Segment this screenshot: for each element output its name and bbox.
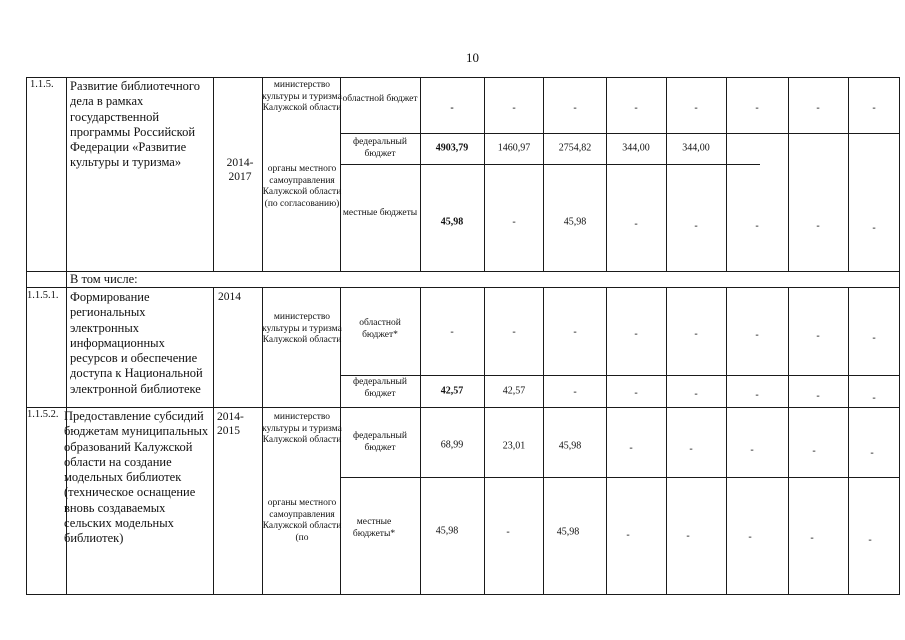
row-title: Предоставление субсидий бюджетам муниципальных образований Калужской области на создание модельных библиотек (техническое оснащение вновь создаваемых сельских модельных библиотек) xyxy=(64,409,209,545)
budget-cell: - xyxy=(573,386,577,398)
budget-cell: 23,01 xyxy=(502,440,526,452)
including-label: В том числе: xyxy=(70,272,138,286)
budget-cell: - xyxy=(872,392,876,404)
row-executor: министерство культуры и туризма Калужской области xyxy=(262,412,342,446)
budget-cell: - xyxy=(634,328,638,340)
budget-cell: - xyxy=(506,526,510,538)
budget-cell: - xyxy=(634,102,638,114)
budget-cell: - xyxy=(694,328,698,340)
budget-cell: - xyxy=(872,222,876,234)
budget-total: 45,98 xyxy=(435,525,459,537)
budget-cell: - xyxy=(755,102,759,114)
budget-source: местные бюджеты xyxy=(342,208,418,218)
budget-cell: - xyxy=(755,220,759,232)
row-title: Формирование региональных электронных информационных ресурсов и обеспечение доступа к Национальной электронной библиотеке xyxy=(70,290,203,396)
budget-total: 4903,79 xyxy=(435,142,469,154)
budget-cell: - xyxy=(816,220,820,232)
budget-source: областной бюджет xyxy=(342,94,418,104)
budget-cell: 344,00 xyxy=(682,142,710,154)
budget-cell: - xyxy=(512,102,516,114)
row-executor: министерство культуры и туризма Калужской области xyxy=(262,80,342,114)
budget-cell: - xyxy=(626,529,630,541)
budget-source: федеральный бюджет xyxy=(353,431,407,453)
row-executor: министерство культуры и туризма Калужской области xyxy=(262,312,342,346)
budget-cell: - xyxy=(868,534,872,546)
budget-source: местные бюджеты* xyxy=(352,517,396,539)
budget-cell: - xyxy=(810,532,814,544)
budget-total: 68,99 xyxy=(440,439,464,451)
row-executor-local: органы местного самоуправления Калужской области (по xyxy=(262,498,342,543)
row-executor-local: органы местного самоуправления Калужской области (по согласованию) xyxy=(262,164,342,209)
budget-cell: - xyxy=(512,326,516,338)
row-years: 2014 xyxy=(218,291,241,303)
budget-cell: - xyxy=(512,216,516,228)
budget-cell: 2754,82 xyxy=(558,142,592,154)
budget-cell: - xyxy=(872,332,876,344)
row-years: 2014-2015 xyxy=(217,411,244,438)
budget-cell: - xyxy=(694,102,698,114)
budget-source: федеральный бюджет xyxy=(353,377,407,399)
budget-cell: - xyxy=(573,102,577,114)
row-code: 1.1.5. xyxy=(30,79,54,90)
budget-total: 42,57 xyxy=(440,385,464,397)
budget-source: федеральный бюджет xyxy=(353,137,407,159)
budget-cell: 45,98 xyxy=(556,526,580,538)
budget-cell: - xyxy=(755,329,759,341)
budget-source: областной бюджет* xyxy=(359,318,401,340)
budget-cell: - xyxy=(816,330,820,342)
budget-cell: - xyxy=(812,445,816,457)
page-number: 10 xyxy=(466,50,479,65)
budget-cell: - xyxy=(816,390,820,402)
budget-cell: - xyxy=(634,218,638,230)
budget-cell: - xyxy=(686,530,690,542)
budget-cell: 42,57 xyxy=(502,385,526,397)
budget-cell: - xyxy=(694,220,698,232)
budget-cell: - xyxy=(634,387,638,399)
row-title: Развитие библиотечного дела в рамках государственной программы Российской Федерации «Развитие культуры и туризма» xyxy=(70,79,200,170)
budget-total: - xyxy=(450,326,454,338)
budget-cell: 344,00 xyxy=(622,142,650,154)
row-years: 2014-2017 xyxy=(226,157,254,184)
row-code: 1.1.5.1. xyxy=(27,290,59,301)
budget-cell: - xyxy=(816,102,820,114)
budget-total: 45,98 xyxy=(440,216,464,228)
budget-cell: 1460,97 xyxy=(497,142,531,154)
budget-cell: - xyxy=(870,447,874,459)
budget-cell: - xyxy=(629,442,633,454)
budget-cell: - xyxy=(573,326,577,338)
budget-cell: - xyxy=(755,389,759,401)
row-code: 1.1.5.2. xyxy=(27,409,59,420)
budget-cell: - xyxy=(748,531,752,543)
budget-cell: - xyxy=(694,388,698,400)
budget-cell: - xyxy=(750,444,754,456)
budget-cell: 45,98 xyxy=(558,440,582,452)
budget-cell: 45,98 xyxy=(563,216,587,228)
budget-cell: - xyxy=(872,102,876,114)
budget-total: - xyxy=(450,102,454,114)
budget-cell: - xyxy=(689,443,693,455)
